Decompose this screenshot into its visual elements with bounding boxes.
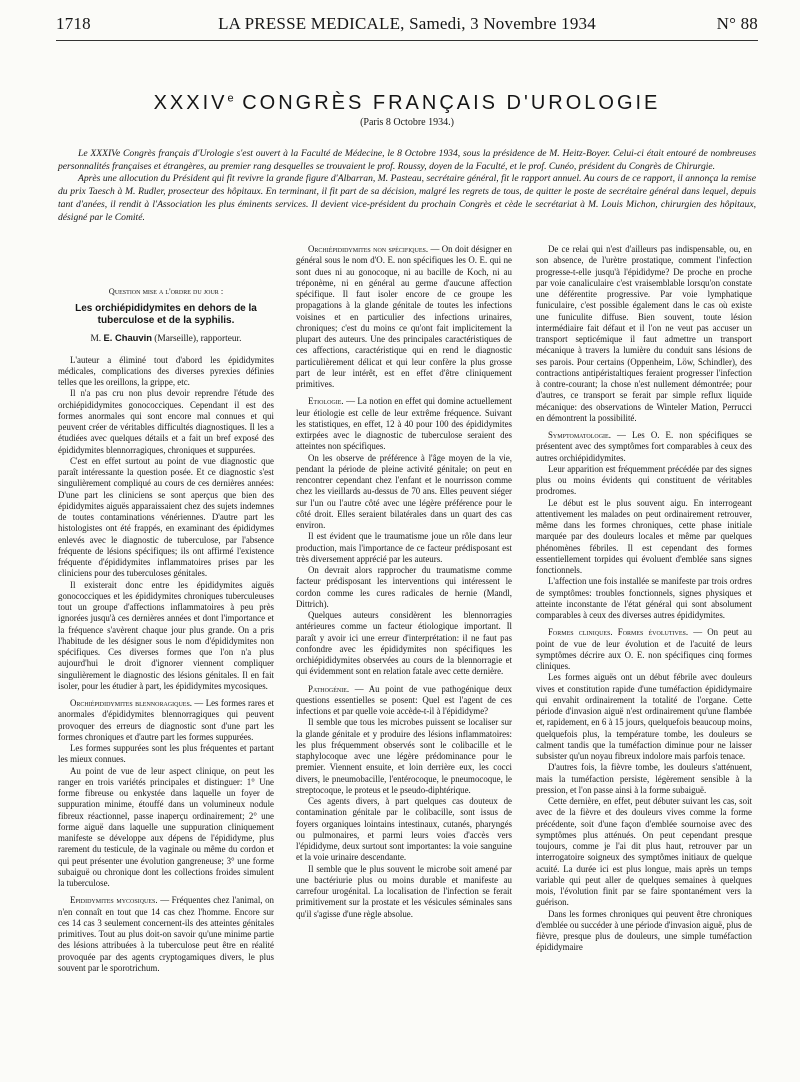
paragraph: Il existerait donc entre les épididymites aiguës gonococciques et les épididymites chroniques tuberculeuses tout un groupe d'affections inflammatoires à peu près ignorées jusqu'à ces dernières années et dont l'importance et la fréquence s'avèrent chaque jour plus grande. On a pris l'habitude de les désigner sous le nom d'épididymites non spécifiques. Ces diverses formes que l'on n'a plus aujourd'hui le droit d'ignorer viennent compliquer singulièrement le diagnostic des lésions génitales. Il en fait isoler, pour les étudier à part, les épididymites mycosiques.: [58, 579, 274, 691]
section-heading: Orchiépididymites non spécifiques.: [308, 244, 429, 254]
paragraph: Quelques auteurs considèrent les blennorragies antérieures comme un facteur étiologique important. Il paraît y avoir ici une erreur d'interprétation: il ne faut pas confondre avec les épididymites non spécifiques les orchiépididymites observées au cours de la blennorragie et qui évidemment sont en relation fatale avec cette dernière.: [296, 610, 512, 677]
paragraph: On les observe de préférence à l'âge moyen de la vie, pendant la période de pleine activité génitale; on peut en rencontrer cependant chez l'enfant et le nourrisson comme chez les vieillards au-dessus de 70 ans. Elles peuvent siéger sur l'un ou l'autre côté avec une légère préférence pour le côté droit. Elles seraient bilatérales dans un quart des cas environ.: [296, 452, 512, 530]
paragraph: [58, 895, 274, 974]
paragraph: On devrait alors rapprocher du traumatisme comme facteur prédisposant les interventions qui intéressent le cordon comme les cures radicales de hernie (Mandl, Dittrich).: [296, 565, 512, 609]
author-suffix: (Marseille), rapporteur.: [151, 334, 242, 345]
paragraph: De ce relai qui n'est d'ailleurs pas indispensable, ou, en son absence, de l'urètre prostatique, comment l'infection progresse-t-elle jusqu'à l'épididyme? De proche en proche par voie canaliculaire c'est vraisemblable lorsqu'on constate une déférentite progressive. Par voie lymphatique funiculaire, c'est possible également dans le cas où existe une funiculite diffuse. Bien souvent, toute lésion intermédiaire fait défaut et il l'on ne veut pas accuser un transport septicémique il faut admettre un transport mécanique à travers la lumière du conduit sans lésions de ses parois. Pour certains (Oppenheim, Löw, Schindler), des contractions antipéristaltiques feraient progresser l'infection à contre-courant; la chose n'est nullement démontrée; pour d'autres, ce transport se ferait par simple reflux liquide mécanique: des observations de Winteler Mation, Perrucci en démontrent la possibilité.: [536, 244, 752, 423]
paragraph: C'est en effet surtout au point de vue diagnostic que paraît intéressante la question posée. Et ce diagnostic s'est singulièrement compliqué au cours de ces dernières années: D'une part les cliniciens se sont aperçus que bien des épididymites aiguës apparaissaient chez des sujets indemnes de toutes contaminations vénériennes. D'autre part les histologistes ont été frappés, en examinant des épididymes enlevés avec le diagnostic de tuberculose, par l'absence fréquente de lésions spécifiques; ils ont affirmé l'existence fréquente d'épididymites inflammatoires prises par les cliniciens pour des tuberculoses génitales.: [58, 455, 274, 579]
intro-block: [58, 148, 756, 224]
section-heading: Epididymites mycosiques.: [70, 895, 158, 906]
column-2: [296, 244, 512, 920]
paragraph: Dans les formes chroniques qui peuvent être chroniques d'emblée ou succéder à une période d'invasion aiguë, plus de fièvre, presque plus de douleurs, une simple tuméfaction épididymaire: [536, 908, 752, 953]
paragraph: [58, 698, 274, 743]
paragraph-text: — On doit désigner en général sous le nom d'O. E. non spécifiques les O. E. qui ne sont dues ni au gonocoque, ni au bacille de Koch, ni au tréponème, ni en général au germe d'aucune affection spécifique. Il faut isoler encore de ce groupe les propagations à la glande génitale de toutes les infections voisines et en particulier des infections urinaires, chroniques; c'est du moins ce qu'ont fait implicitement la plupart des auteurs. Une des principales caractéristiques de ces affections, caractéristique qui en rend le diagnostic particulièrement délicat et qui leur confère la plus grosse part de leur intérêt, est en effet d'être cliniquement primitives.: [296, 244, 512, 389]
issue-number: N° 88: [716, 14, 758, 33]
author-prefix: M.: [90, 334, 104, 345]
paragraph: Il semble que le plus souvent le microbe soit amené par une bactériurie plus ou moins durable et manifeste au carrefour urogénital. La localisation de l'infection se ferait primitivement sur la prostate et les vésicules séminales sans qu'il s'agisse d'une règle absolue.: [296, 863, 512, 919]
paragraph-text: — Fréquentes chez l'animal, on n'en connaît en tout que 14 cas chez l'homme. Encore sur ces 14 cas 3 seulement concernent-ils des atteintes génitales primitives. Tout au plus doit-on savoir qu'une minime partie des lésions attribuées à la tuberculose peut être en réalité provoquée par des agents cryptogamiques divers, le plus souvent par le sporotrichum.: [58, 895, 274, 973]
paragraph: Au point de vue de leur aspect clinique, on peut les ranger en trois variétés principales et distinguer: 1° Une forme fibreuse ou enkystée dans laquelle un foyer de suppuration minime, étouffé dans un volumineux nodule fibreux réactionnel, passe inaperçu ordinairement; 2° une forme aiguë dans laquelle une suppuration cliniquement manifeste se développe aux dépens de l'épididyme, plus rarement du testicule, de la vaginale ou même du cordon et qui peut présenter une évolution gangreneuse; 3° une forme subaiguë ou chronique dont les collections froides simulent la tuberculose.: [58, 765, 274, 888]
congress-date: (Paris 8 Octobre 1934.): [360, 117, 454, 128]
congress-title: [56, 92, 758, 115]
paragraph: Leur apparition est fréquemment précédée par des signes plus ou moins évidents qui constituent de véritables prodromes.: [536, 463, 752, 497]
author-name: E. Chauvin: [103, 332, 152, 344]
section-heading: Orchiépididymites blennoragiques.: [70, 698, 193, 708]
page-number: 1718: [56, 14, 91, 33]
section-heading: Symptomatologie.: [548, 430, 611, 440]
paragraph: Il n'a pas cru non plus devoir reprendre l'étude des orchiépididymites gonococciques. Cependant il est des formes anormales qui sont encore mal connues et qui peuvent créer de véritables difficultés diagnostiques. Il les a étudiées avec quelques détails et a fait un bref exposé des épididymites blennorragiques, chroniques et suppurées.: [58, 388, 274, 455]
paragraph: L'auteur a éliminé tout d'abord les épididymites médicales, complications des diverses pyrexies définies telles que les oreillons, la grippe, etc.: [58, 354, 274, 387]
question-heading: Question mise a l'ordre du jour :: [108, 287, 224, 296]
paragraph: Les formes suppurées sont les plus fréquentes et partant les mieux connues.: [58, 743, 274, 765]
paragraph-text: — Les O. E. non spécifiques se présentent avec des symptômes fort comparables à ceux des autres orchiépididymites.: [536, 430, 752, 463]
paragraph-text: — La notion en effet qui domine actuellement leur étiologie est celle de leur extrême fréquence. Suivant les statistiques, en effet, 12 à 40 pour 100 des épididymites extirpées avec le diagnostic de tuberculose seraient des atteintes non spécifiques.: [296, 396, 512, 452]
author-line: [58, 332, 274, 345]
paragraph: Les formes aiguës ont un début fébrile avec douleurs vives et constitution rapide d'une tuméfaction épididymaire qui envahit ordinairement la totalité de l'organe. Cette période d'invasion aiguë n'est ordinairement qu'une flambée et, rapidement, en 6 à 15 jours, quelquefois beaucoup moins, quelquefois plus, la température tombe, les douleurs se calment tandis que la tuméfaction diminue pour ne laisser subsister qu'un noyau fibreux indolore mais parfois tenace.: [536, 672, 752, 761]
paragraph: Cette dernière, en effet, peut débuter suivant les cas, soit avec de la fièvre et des douleurs vives comme la forme précédente, soit d'une façon d'emblée sournoise avec des symptômes plus atténués. On peut cependant presque toujours, comme je l'ai dit plus haut, retrouver par un interrogatoire soigneux des symptômes initiaux de quelque acuité. La durée ici est plus longue, mais après un temps variable qui peut aller de quelques semaines à quelques mois, l'évolution finit par se faire spontanément vers la guérison.: [536, 796, 752, 908]
paragraph: [296, 684, 512, 718]
paragraph: D'autres fois, la fièvre tombe, les douleurs s'atténuent, mais la tuméfaction persiste, légèrement sensible à la pression, et l'on passe ainsi à la forme subaiguë.: [536, 762, 752, 795]
paragraph: [536, 430, 752, 464]
intro-paragraph: Après une allocution du Président qui fit revivre la grande figure d'Albarran, M. Pasteau, secrétaire général, fit le rapport annuel. Au cours de ce rapport, il annonça la remise du prix Taesch à M. Rudler, prosecteur des hôpitaux. En terminant, il fit part de sa décision, malgré les regrets de tous, de quitter le poste de secrétaire général dans lequel, depuis tant d'anées, il rendit à l'Association les plus éminents services. Il devient vice-président du prochain Congrès et cède le secrétariat à M. Louis Michon, chirurgien des hôpitaux, désigné par le Comité.: [58, 173, 756, 223]
paragraph-text: — On peut au point de vue de leur évolution et de l'acuité de leurs symptômes décrire aux O. E. non spécifiques cinq formes cliniques.: [536, 627, 752, 671]
paragraph: [536, 627, 752, 672]
journal-title: LA PRESSE MEDICALE, Samedi, 3 Novembre 1934: [218, 14, 596, 33]
column-1: [58, 244, 274, 974]
paragraph: Il est évident que le traumatisme joue un rôle dans leur production, mais l'importance de ce facteur prédisposant est très diversement apprécié par les auteurs.: [296, 531, 512, 564]
header-rule: [56, 40, 758, 41]
section-heading: Etiologie.: [308, 396, 344, 407]
paragraph: Le début est le plus souvent aigu. En interrogeant attentivement les malades on peut ordinairement retrouver, même dans les formes chroniques, cette phase initiale marquée par des douleurs locales et même par quelques phénomènes fébriles. Il est cependant des formes essentiellement torpides qui évoluent d'emblée sans signes fonctionnels.: [536, 497, 752, 575]
column-3: [536, 244, 752, 954]
paragraph: L'affection une fois installée se manifeste par trois ordres de symptômes: troubles fonctionnels, signes physiques et atteinte inconstante de l'état général qui sont absolument comparables à ceux des diverses autres épididymites.: [536, 576, 752, 620]
paragraph: Il semble que tous les microbes puissent se localiser sur la glande génitale et y produire des lésions inflammatoires: les plus fréquemment observés sont le colibacille et le staphylocoque avec une légère prédominance pour le premier. Viennent ensuite, et loin derrière eux, les cocci divers, le pneumobacille, l'entérocoque, le pneumocoque, le streptocoque, le proteus et le pseudo-diphtérique.: [296, 717, 512, 795]
paragraph: Ces agents divers, à part quelques cas douteux de contamination génitale par le colibacille, sont issus de foyers organiques lointains intestinaux, cutanés, pharyngés ou pulmonaires, et parmi leurs voies d'accès vers l'épididyme, deux surtout sont importantes: la voie sanguine et la voie urinaire descendante.: [296, 796, 512, 863]
article-title: Les orchiépididymites en dehors de la tuberculose et de la syphilis.: [75, 303, 257, 327]
paragraph-text: — Les formes rares et anormales d'épididymites blennorragiques qui peuvent provoquer des erreurs de diagnostic sont d'une part les formes chroniques et d'autre part les formes suppurées.: [58, 698, 274, 742]
title-sup: e: [227, 92, 234, 105]
section-heading: Formes cliniques. Formes évolutives.: [548, 627, 689, 638]
title-roman: XXXIV: [153, 92, 228, 114]
paragraph: [296, 244, 512, 390]
paragraph-text: — Au point de vue pathogénique deux questions essentielles se posent: Quel est l'agent de ces infections et par quelle voie accède-t-il à l'épididyme?: [296, 683, 512, 716]
paragraph: [296, 396, 512, 452]
title-rest: CONGRÈS FRANÇAIS D'UROLOGIE: [233, 92, 661, 114]
intro-paragraph: Le XXXIVe Congrès français d'Urologie s'est ouvert à la Faculté de Médecine, le 8 Octobre 1934, sous la présidence de M. Heitz-Boyer. Celui-ci était entouré de nombreuses personnalités françaises et étrangères, au premier rang desquelles se trouvaient le prof. Roussy, doyen de la Faculté, et le prof. Cunéo, président du Congrès de Chirurgie.: [58, 148, 756, 172]
section-heading: Pathogénie.: [308, 683, 350, 694]
